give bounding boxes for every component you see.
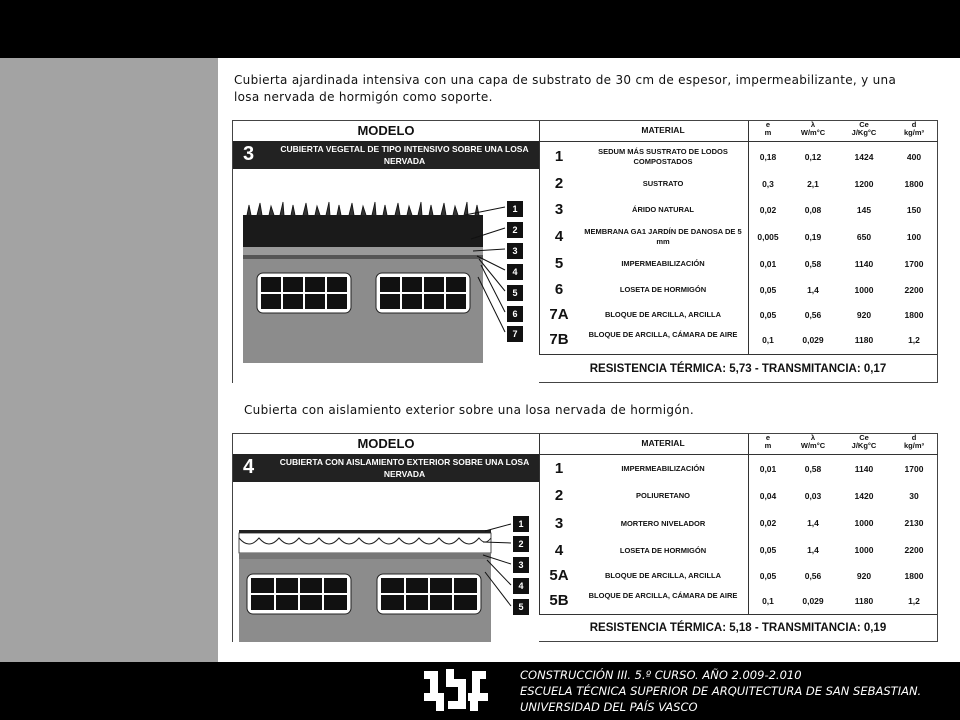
header-divider [540, 454, 938, 455]
row-lambda: 1,4 [807, 545, 819, 555]
d-header [890, 434, 938, 454]
row-number: 4 [554, 228, 564, 245]
row-ce: 1180 [854, 596, 874, 606]
row-lambda: 0,03 [804, 491, 822, 501]
table-row [540, 303, 938, 327]
row-ce: 1140 [854, 464, 874, 474]
callout-5: 5 [507, 285, 523, 301]
row-e: 0,3 [762, 179, 774, 189]
table-row [540, 510, 938, 537]
row-number: 5 [554, 255, 564, 272]
model-3-table [539, 121, 938, 354]
header-divider [540, 141, 938, 142]
ce-header [838, 121, 890, 141]
lambda-header-label: λ [810, 433, 816, 442]
row-d: 1800 [904, 179, 924, 189]
model-3-result: RESISTENCIA TÉRMICA: 5,73 - TRANSMITANCIA: 0,17 [539, 354, 937, 383]
row-lambda: 0,56 [804, 310, 822, 320]
row-number: 4 [554, 542, 564, 559]
top-bar [0, 0, 960, 58]
row-d: 1,2 [908, 596, 920, 606]
left-panel [0, 58, 218, 662]
row-number: 5B [549, 592, 569, 609]
row-e: 0,02 [759, 518, 777, 528]
row-lambda: 0,19 [804, 232, 822, 242]
model-3-title-bar [233, 141, 539, 169]
row-d: 1700 [904, 464, 924, 474]
table-row [540, 588, 938, 614]
table-row [540, 197, 938, 223]
row-ce: 1000 [854, 545, 874, 555]
row-ce: 920 [856, 571, 872, 581]
lambda-header [788, 434, 838, 454]
table-row [540, 277, 938, 303]
row-material: ÁRIDO NATURAL [632, 205, 694, 214]
model-3-panel [232, 120, 938, 383]
ce-header-unit: J/Kg°C [851, 128, 877, 137]
row-lambda: 0,56 [804, 571, 822, 581]
footer-text [520, 667, 921, 715]
model-4-result: RESISTENCIA TÉRMICA: 5,18 - TRANSMITANCIA: 0,19 [539, 614, 937, 642]
row-number: 3 [554, 201, 564, 218]
row-d: 30 [909, 491, 919, 501]
callout-4: 4 [507, 264, 523, 280]
model-4-panel [232, 433, 938, 642]
callout-5: 5 [513, 599, 529, 615]
table-row [540, 223, 938, 251]
row-material: IMPERMEABILIZACIÓN [621, 464, 705, 473]
lambda-header-unit: W/m°C [800, 441, 826, 450]
row-material: SEDUM MÁS SUSTRATO DE LODOS COMPOSTADOS [598, 147, 728, 166]
row-material: BLOQUE DE ARCILLA, ARCILLA [604, 571, 722, 580]
row-e: 0,02 [759, 205, 777, 215]
lambda-header-label: λ [810, 120, 816, 129]
row-ce: 1000 [854, 518, 874, 528]
caption-model-3: Cubierta ajardinada intensiva con una capa de substrato de 30 cm de espesor, impermeabilizante, y una losa nervada de hormigón como soporte. [234, 73, 897, 104]
row-material: MEMBRANA GA1 JARDÍN DE DANOSA DE 5 mm [584, 227, 742, 246]
d-header [890, 121, 938, 141]
d-header-unit: kg/m³ [903, 441, 924, 450]
row-lambda: 0,08 [804, 205, 822, 215]
row-d: 100 [906, 232, 922, 242]
row-material: MORTERO NIVELADOR [620, 519, 706, 528]
row-e: 0,05 [759, 310, 777, 320]
model-3-section-drawing [233, 169, 539, 383]
row-number: 6 [554, 281, 564, 298]
row-e: 0,05 [759, 571, 777, 581]
row-e: 0,18 [759, 152, 777, 162]
row-lambda: 0,12 [804, 152, 822, 162]
d-header-unit: kg/m³ [903, 128, 924, 137]
row-material: LOSETA DE HORMIGÓN [619, 285, 707, 294]
e-header [748, 434, 788, 454]
row-number: 2 [554, 175, 564, 192]
row-ce: 1000 [854, 285, 874, 295]
table-row [540, 537, 938, 564]
modelo-header: MODELO [233, 434, 539, 455]
row-lambda: 0,58 [804, 464, 822, 474]
row-ce: 650 [856, 232, 872, 242]
row-lambda: 1,4 [807, 518, 819, 528]
row-number: 1 [554, 460, 564, 477]
row-d: 1,2 [908, 335, 920, 345]
table-row [540, 564, 938, 588]
callout-2: 2 [513, 536, 529, 552]
row-e: 0,005 [757, 232, 779, 242]
row-ce: 1180 [854, 335, 874, 345]
table-row [540, 143, 938, 171]
row-e: 0,05 [759, 545, 777, 555]
row-ce: 1140 [854, 259, 874, 269]
row-d: 400 [906, 152, 922, 162]
model-4-number: 4 [243, 456, 255, 478]
table-row [540, 327, 938, 353]
material-header: MATERIAL [641, 125, 685, 135]
callout-1: 1 [507, 201, 523, 217]
footer-university: UNIVERSIDAD DEL PAÍS VASCO [520, 700, 698, 714]
callout-3: 3 [507, 243, 523, 259]
e-header-label: e [765, 120, 771, 129]
callout-4: 4 [513, 578, 529, 594]
table-row [540, 171, 938, 197]
ce-header-label: Ce [859, 120, 869, 129]
table-row [540, 456, 938, 482]
row-number: 5A [549, 567, 569, 584]
row-lambda: 0,029 [802, 335, 824, 345]
table-row [540, 482, 938, 510]
e-header [748, 121, 788, 141]
ce-header-label: Ce [859, 433, 869, 442]
row-lambda: 0,029 [802, 596, 824, 606]
row-e: 0,04 [759, 491, 777, 501]
d-header-label: d [911, 433, 917, 442]
footer-course: CONSTRUCCIÓN III. 5.º CURSO. AÑO 2.009-2.010 [520, 668, 802, 682]
row-lambda: 1,4 [807, 285, 819, 295]
lambda-header [788, 121, 838, 141]
model-3-title: CUBIERTA VEGETAL DE TIPO INTENSIVO SOBRE UNA LOSA NERVADA [280, 144, 529, 166]
footer-school: ESCUELA TÉCNICA SUPERIOR DE ARQUITECTURA DE SAN SEBASTIAN. [520, 684, 922, 698]
callout-2: 2 [507, 222, 523, 238]
row-d: 2130 [904, 518, 924, 528]
modelo-header: MODELO [233, 121, 539, 142]
row-number: 1 [554, 148, 564, 165]
e-header-unit: m [764, 441, 772, 450]
row-number: 7A [549, 306, 569, 323]
row-number: 7B [549, 331, 569, 348]
callout-7: 7 [507, 326, 523, 342]
row-e: 0,01 [759, 259, 777, 269]
ce-header [838, 434, 890, 454]
model-4-title-bar [233, 454, 539, 482]
row-material: BLOQUE DE ARCILLA, ARCILLA [604, 310, 722, 319]
row-material: SUSTRATO [642, 179, 684, 188]
ce-header-unit: J/Kg°C [851, 441, 877, 450]
e-header-unit: m [764, 128, 772, 137]
row-ce: 920 [856, 310, 872, 320]
model-4-title: CUBIERTA CON AISLAMIENTO EXTERIOR SOBRE UNA LOSA NERVADA [279, 457, 530, 479]
row-lambda: 0,58 [804, 259, 822, 269]
row-material: BLOQUE DE ARCILLA, CÁMARA DE AIRE [588, 591, 738, 600]
caption-model-4: Cubierta con aislamiento exterior sobre una losa nervada de hormigón. [244, 403, 695, 417]
lambda-header-unit: W/m°C [800, 128, 826, 137]
row-e: 0,05 [759, 285, 777, 295]
row-d: 1700 [904, 259, 924, 269]
row-e: 0,01 [759, 464, 777, 474]
row-d: 1800 [904, 310, 924, 320]
row-e: 0,1 [762, 335, 774, 345]
table-row [540, 251, 938, 277]
row-ce: 1424 [854, 152, 874, 162]
row-number: 3 [554, 515, 564, 532]
model-4-section-drawing [233, 482, 539, 642]
row-material: BLOQUE DE ARCILLA, CÁMARA DE AIRE [588, 330, 738, 339]
material-header: MATERIAL [641, 438, 685, 448]
callout-6: 6 [507, 306, 523, 322]
row-material: LOSETA DE HORMIGÓN [619, 546, 707, 555]
row-d: 2200 [904, 545, 924, 555]
row-e: 0,1 [762, 596, 774, 606]
row-number: 2 [554, 487, 564, 504]
university-logo-icon [420, 665, 492, 717]
row-d: 1800 [904, 571, 924, 581]
row-ce: 1420 [854, 491, 874, 501]
model-4-table [539, 434, 938, 614]
row-ce: 145 [856, 205, 872, 215]
row-material: IMPERMEABILIZACIÓN [621, 259, 705, 268]
row-d: 150 [906, 205, 922, 215]
row-ce: 1200 [854, 179, 874, 189]
row-d: 2200 [904, 285, 924, 295]
d-header-label: d [911, 120, 917, 129]
row-material: POLIURETANO [635, 491, 691, 500]
row-lambda: 2,1 [807, 179, 819, 189]
e-header-label: e [765, 433, 771, 442]
model-3-number: 3 [243, 143, 255, 165]
callout-1: 1 [513, 516, 529, 532]
callout-3: 3 [513, 557, 529, 573]
